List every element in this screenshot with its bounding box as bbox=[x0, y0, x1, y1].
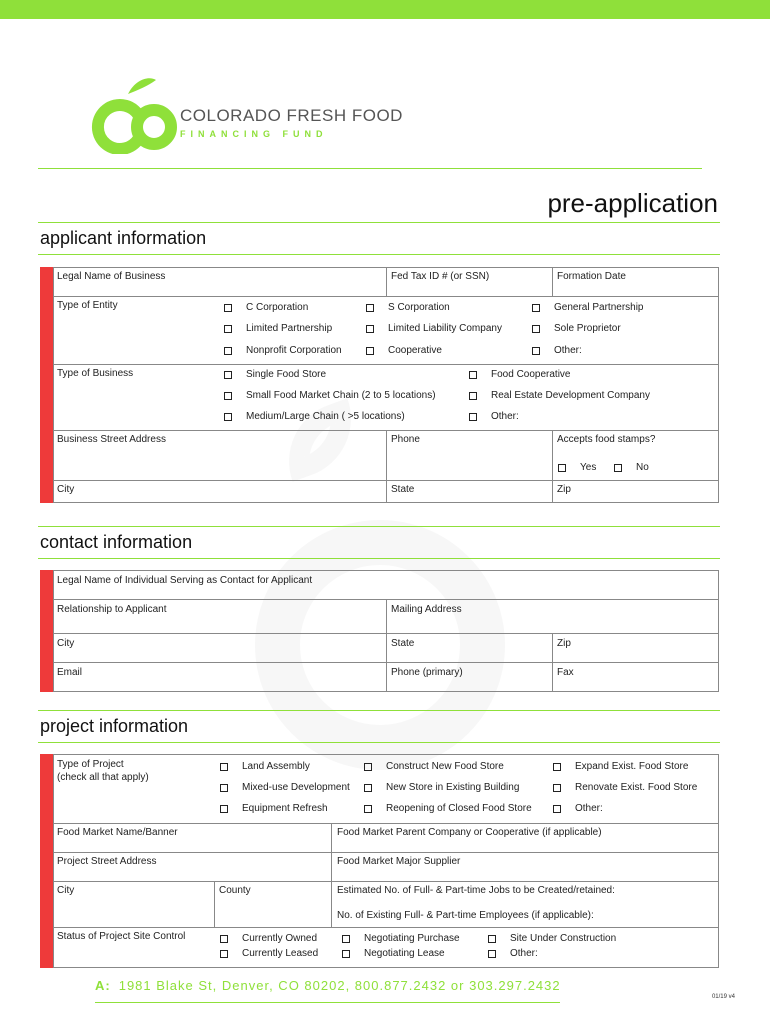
applicant-heading: applicant information bbox=[40, 228, 207, 248]
checkbox-icon bbox=[488, 950, 496, 958]
type-entity-label: Type of Entity bbox=[57, 300, 118, 311]
checkbox-limited-partnership[interactable]: Limited Partnership bbox=[224, 323, 332, 334]
checkbox-icon bbox=[469, 392, 477, 400]
checkbox-icon bbox=[224, 371, 232, 379]
email-field[interactable]: Email bbox=[57, 667, 83, 678]
version-label: 01/19 v4 bbox=[711, 994, 735, 1000]
checkbox-icon bbox=[614, 464, 622, 472]
checkbox-sole-proprietor[interactable]: Sole Proprietor bbox=[532, 323, 621, 334]
checkbox-mixed-use[interactable]: Mixed-use Development bbox=[220, 782, 350, 793]
checkbox-icon bbox=[224, 325, 232, 333]
checkbox-project-other[interactable]: Other: bbox=[553, 803, 603, 814]
checkbox-real-estate[interactable]: Real Estate Development Company bbox=[469, 390, 650, 401]
checkbox-renovate[interactable]: Renovate Exist. Food Store bbox=[553, 782, 697, 793]
type-project-label: Type of Project bbox=[57, 759, 124, 770]
checkbox-icon bbox=[532, 347, 540, 355]
checkbox-expand-existing[interactable]: Expand Exist. Food Store bbox=[553, 761, 688, 772]
checkbox-currently-leased[interactable]: Currently Leased bbox=[220, 948, 318, 959]
checkbox-small-chain[interactable]: Small Food Market Chain (2 to 5 locations) bbox=[224, 390, 436, 401]
divider bbox=[38, 710, 720, 711]
checkbox-icon bbox=[220, 784, 228, 792]
jobs-created-field[interactable]: Estimated No. of Full- & Part-time Jobs to be Created/retained: bbox=[337, 885, 615, 896]
checkbox-icon bbox=[220, 950, 228, 958]
top-accent-bar bbox=[0, 0, 770, 19]
divider bbox=[38, 526, 720, 527]
type-business-label: Type of Business bbox=[57, 368, 134, 379]
checkbox-icon bbox=[342, 935, 350, 943]
fax-field[interactable]: Fax bbox=[557, 667, 574, 678]
checkbox-negotiating-purchase[interactable]: Negotiating Purchase bbox=[342, 933, 460, 944]
checkbox-icon bbox=[224, 304, 232, 312]
checkbox-large-chain[interactable]: Medium/Large Chain ( >5 locations) bbox=[224, 411, 405, 422]
food-stamps-label: Accepts food stamps? bbox=[557, 434, 656, 445]
contact-city-field[interactable]: City bbox=[57, 638, 75, 649]
project-street-field[interactable]: Project Street Address bbox=[57, 856, 157, 867]
page-title: pre-application bbox=[547, 188, 718, 218]
contact-name-field[interactable]: Legal Name of Individual Serving as Contact for Applicant bbox=[57, 575, 313, 586]
zip-field[interactable]: Zip bbox=[557, 484, 571, 495]
checkbox-icon bbox=[558, 464, 566, 472]
checkbox-icon bbox=[224, 392, 232, 400]
checkbox-construct-new[interactable]: Construct New Food Store bbox=[364, 761, 504, 772]
divider bbox=[38, 742, 720, 743]
checkbox-nonprofit[interactable]: Nonprofit Corporation bbox=[224, 345, 342, 356]
checkbox-reopening[interactable]: Reopening of Closed Food Store bbox=[364, 803, 532, 814]
checkbox-icon bbox=[364, 784, 372, 792]
site-control-label: Status of Project Site Control bbox=[57, 931, 186, 942]
parent-company-field[interactable]: Food Market Parent Company or Cooperative (if applicable) bbox=[337, 827, 602, 838]
county-field[interactable]: County bbox=[219, 885, 251, 896]
business-street-field[interactable]: Business Street Address bbox=[57, 434, 166, 445]
divider bbox=[38, 254, 720, 255]
mailing-address-field[interactable]: Mailing Address bbox=[391, 604, 462, 615]
contact-heading: contact information bbox=[40, 532, 193, 552]
legal-name-field[interactable]: Legal Name of Business bbox=[57, 271, 166, 282]
checkbox-icon bbox=[366, 325, 374, 333]
checkbox-entity-other[interactable]: Other: bbox=[532, 345, 582, 356]
checkbox-icon bbox=[220, 935, 228, 943]
checkbox-under-construction[interactable]: Site Under Construction bbox=[488, 933, 616, 944]
checkbox-icon bbox=[342, 950, 350, 958]
city-field[interactable]: City bbox=[57, 484, 75, 495]
checkbox-icon bbox=[532, 325, 540, 333]
checkbox-icon bbox=[553, 805, 561, 813]
checkbox-land-assembly[interactable]: Land Assembly bbox=[220, 761, 310, 772]
checkbox-icon bbox=[364, 805, 372, 813]
checkbox-s-corp[interactable]: S Corporation bbox=[366, 302, 450, 313]
checkbox-icon bbox=[224, 413, 232, 421]
applicant-red-bar bbox=[40, 267, 53, 503]
checkbox-icon bbox=[532, 304, 540, 312]
checkbox-icon bbox=[220, 763, 228, 771]
jobs-existing-field[interactable]: No. of Existing Full- & Part-time Employees (if applicable): bbox=[337, 910, 594, 921]
checkbox-business-other[interactable]: Other: bbox=[469, 411, 519, 422]
footer-address bbox=[95, 978, 561, 993]
footer-address-text: 1981 Blake St, Denver, CO 80202, 800.877.2432 or 303.297.2432 bbox=[118, 978, 561, 993]
checkbox-icon bbox=[469, 413, 477, 421]
fed-tax-field[interactable]: Fed Tax ID # (or SSN) bbox=[391, 271, 490, 282]
logo bbox=[88, 74, 418, 154]
check-all-note: (check all that apply) bbox=[57, 772, 149, 783]
checkbox-general-partnership[interactable]: General Partnership bbox=[532, 302, 644, 313]
primary-phone-field[interactable]: Phone (primary) bbox=[391, 667, 463, 678]
phone-field[interactable]: Phone bbox=[391, 434, 420, 445]
logo-mark-icon bbox=[88, 74, 178, 154]
divider bbox=[38, 558, 720, 559]
checkbox-cooperative[interactable]: Cooperative bbox=[366, 345, 442, 356]
divider bbox=[38, 222, 720, 223]
project-city-field[interactable]: City bbox=[57, 885, 75, 896]
contact-red-bar bbox=[40, 570, 53, 692]
checkbox-new-store-existing[interactable]: New Store in Existing Building bbox=[364, 782, 519, 793]
relationship-field[interactable]: Relationship to Applicant bbox=[57, 604, 167, 615]
major-supplier-field[interactable]: Food Market Major Supplier bbox=[337, 856, 461, 867]
checkbox-icon bbox=[553, 763, 561, 771]
checkbox-icon bbox=[488, 935, 496, 943]
checkbox-icon bbox=[366, 347, 374, 355]
checkbox-icon bbox=[366, 304, 374, 312]
checkbox-icon bbox=[364, 763, 372, 771]
checkbox-icon bbox=[469, 371, 477, 379]
checkbox-food-cooperative[interactable]: Food Cooperative bbox=[469, 369, 571, 380]
contact-state-field[interactable]: State bbox=[391, 638, 415, 649]
checkbox-site-other[interactable]: Other: bbox=[488, 948, 538, 959]
market-name-field[interactable]: Food Market Name/Banner bbox=[57, 827, 178, 838]
divider bbox=[95, 1002, 560, 1003]
checkbox-single-food-store[interactable]: Single Food Store bbox=[224, 369, 326, 380]
checkbox-currently-owned[interactable]: Currently Owned bbox=[220, 933, 317, 944]
checkbox-icon bbox=[553, 784, 561, 792]
checkbox-yes[interactable]: Yes bbox=[558, 462, 596, 473]
project-heading: project information bbox=[40, 716, 189, 736]
project-red-bar bbox=[40, 754, 53, 968]
checkbox-equipment-refresh[interactable]: Equipment Refresh bbox=[220, 803, 328, 814]
checkbox-c-corp[interactable]: C Corporation bbox=[224, 302, 308, 313]
footer-address-label: A: bbox=[95, 978, 111, 993]
logo-sub: FINANCING FUND bbox=[180, 129, 328, 139]
checkbox-llc[interactable]: Limited Liability Company bbox=[366, 323, 502, 334]
formation-date-field[interactable]: Formation Date bbox=[557, 271, 626, 282]
checkbox-icon bbox=[220, 805, 228, 813]
checkbox-negotiating-lease[interactable]: Negotiating Lease bbox=[342, 948, 445, 959]
state-field[interactable]: State bbox=[391, 484, 415, 495]
checkbox-no[interactable]: No bbox=[614, 462, 649, 473]
checkbox-icon bbox=[224, 347, 232, 355]
logo-name: COLORADO FRESH FOOD bbox=[180, 106, 403, 125]
contact-zip-field[interactable]: Zip bbox=[557, 638, 571, 649]
divider bbox=[38, 168, 702, 169]
